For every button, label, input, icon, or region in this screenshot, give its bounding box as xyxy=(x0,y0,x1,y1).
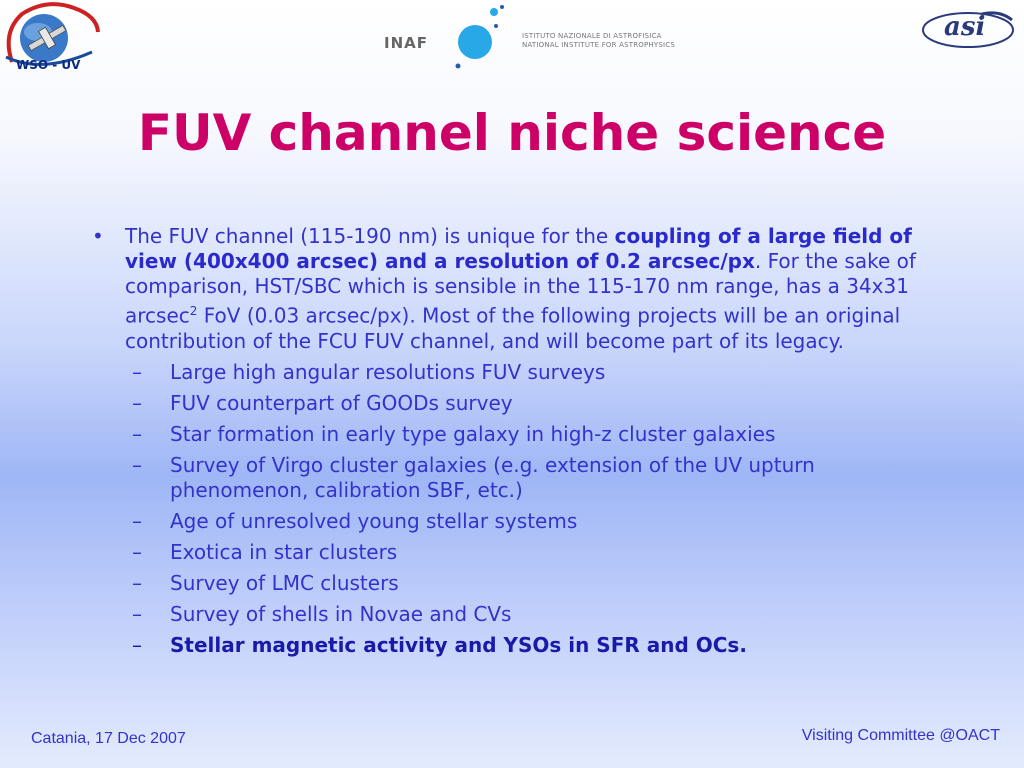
bullet-text-bold: coupling of a large field of view (400x400 arcsec) and a resolution of 0.2 arcsec/px xyxy=(125,224,912,273)
inaf-institute-name: ISTITUTO NAZIONALE DI ASTROFISICA NATIONAL INSTITUTE FOR ASTROPHYSICS xyxy=(522,32,675,49)
list-item: – Large high angular resolutions FUV surveys xyxy=(132,359,606,384)
list-item: – Survey of LMC clusters xyxy=(132,570,399,595)
list-item: – Age of unresolved young stellar systems xyxy=(132,508,578,533)
slide-body xyxy=(92,224,942,658)
inaf-wordmark: INAF xyxy=(384,34,428,52)
wso-uv-label: WSO - UV xyxy=(16,58,81,72)
asi-wordmark: asi xyxy=(944,12,986,42)
list-item: – FUV counterpart of GOODs survey xyxy=(132,390,513,415)
project-list xyxy=(92,360,942,658)
bullet-text-comparison: . For the sake of comparison, HST/SBC which is sensible in the 115-170 nm range, has a 34x31 arcsec xyxy=(125,249,916,328)
wso-uv-logo xyxy=(2,2,102,74)
footer-date: Catania, 17 Dec 2007 xyxy=(31,730,186,747)
asi-logo xyxy=(920,6,1020,50)
main-bullet xyxy=(92,224,942,354)
footer-event: Visiting Committee @OACT xyxy=(801,727,1000,744)
list-item: – Survey of Virgo cluster galaxies (e.g. extension of the UV upturn phenomenon, calibration SBF, etc.) xyxy=(132,452,815,502)
bullet-text-intro: The FUV channel (115-190 nm) is unique for the xyxy=(125,224,615,248)
bullet-superscript: 2 xyxy=(189,304,198,318)
bullet-text-legacy: FoV (0.03 arcsec/px). Most of the following projects will be an original contribution of the FCU FUV channel, and will become part of its legacy. xyxy=(125,303,901,353)
list-item: – Exotica in star clusters xyxy=(132,539,398,564)
slide-title: FUV channel niche science xyxy=(137,104,887,162)
list-item: – Survey of shells in Novae and CVs xyxy=(132,601,512,626)
inaf-logo xyxy=(380,2,680,70)
list-item: – Star formation in early type galaxy in high-z cluster galaxies xyxy=(132,421,776,446)
bullet-glyph: • xyxy=(92,224,104,248)
list-item-highlight: – Stellar magnetic activity and YSOs in SFR and OCs. xyxy=(132,632,747,657)
